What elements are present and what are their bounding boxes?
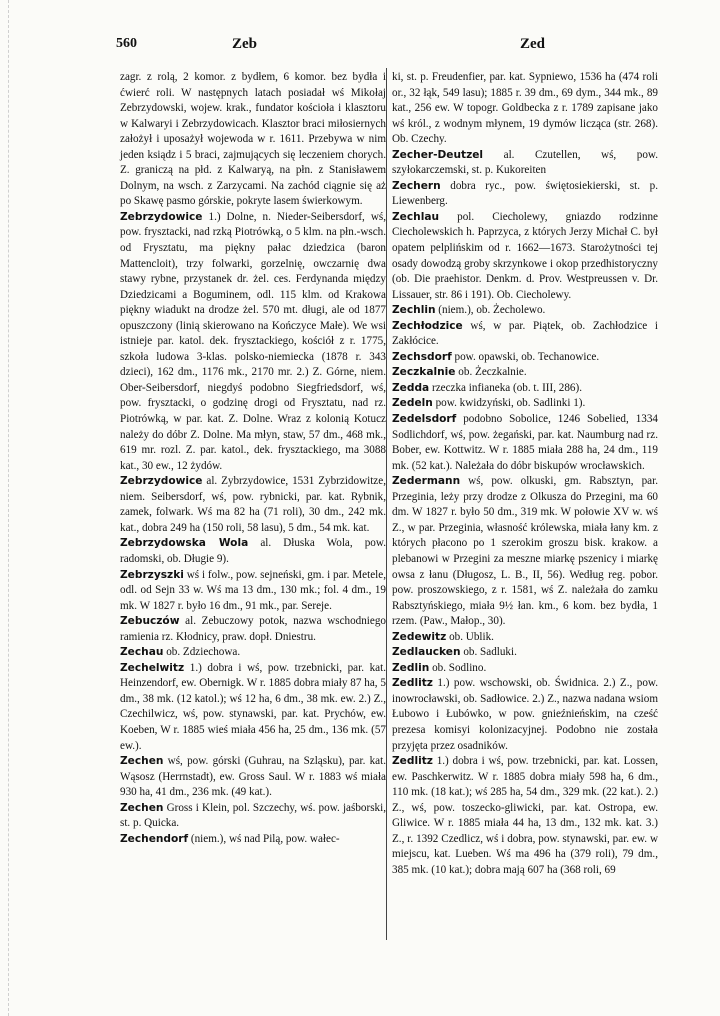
dictionary-entry: [392, 645, 658, 661]
entry-headword: Zechłodzice: [392, 319, 463, 332]
dictionary-entry: [392, 474, 658, 629]
dictionary-entry: [120, 536, 386, 567]
left-running-head: Zeb: [232, 36, 258, 52]
entry-headword: Zechen: [120, 801, 164, 814]
entry-headword: Zedermann: [392, 475, 461, 488]
entry-headword: Zechelwitz: [120, 661, 185, 674]
entry-text: zagr. z rolą, 2 komor. z bydłem, 6 komor. bez bydła i ćwierć roli. W następnych latach posiadał wś Mikołaj Zebrzydowski, wojew. krak., fundator kościoła i klasztoru w Kalwaryi i Zebrzydowicach. Klasztor braci miłosiernych założył i uposażył wojewoda w r. 1611. Przebywa w nim jeden ksiądz i 5 braci, zajmujących się leczeniem chorych. Z. graniczą na płd. z Kalwaryą, na płn. z Stanisławem Dolnym, na wsch. z Zarzycami. Na zachód ciągnie się aż po Skawę pasmo górskie, pokryte lasem świerkowym.: [120, 71, 386, 208]
dictionary-entry: [392, 676, 658, 754]
page-edge-mark: [8, 0, 10, 1016]
dictionary-entry: [392, 179, 658, 210]
column-divider: [386, 68, 387, 940]
dictionary-entry: [392, 396, 658, 412]
entry-text: wś, pow. górski (Guhrau, na Szląsku), par. kat. Wąsosz (Herrnstadt), ew. Gross Saul. W r. 1883 wś miała 930 ha, 41 dm., 236 mk. (49 kat.).: [120, 755, 386, 799]
entry-text: 1.) dobra i wś, pow. trzebnicki, par. kat. Lossen, ew. Paschkerwitz. W r. 1885 dobra miały 598 ha, 6 dm., 110 mk. (18 kat.); wś 285 ha, 54 dm., 329 mk. (22 kat.). 2.) Z., wś, pow. toszecko-gliwicki, par. kat. Ostropa, ew. Gliwice. W r. 1885 miała 44 ha, 13 dm., 132 mk. kat. 3.) Z., r. 1392 Czedlicz, wś i dobra, pow. stynawski, par. ew. w miejscu, kat. Lueben. Wś ma 496 ha (379 roli), 79 dm., 385 mk. (10 kat.); dobra mają 607 ha (368 roli, 69: [392, 755, 658, 876]
entry-headword: Zedeln: [392, 397, 433, 410]
entry-text: al. Zybrzydowice, 1531 Zybrzidowitze, niem. Seibersdorf, wś, pow. rybnicki, par. kat. Rybnik, zamek, folwark. Wś ma 82 ha (71 roli), 30 dm., 242 mk. kat., dobra 249 ha (150 roli, 58 lasu), 5 dm., 54 mk. kat.: [120, 475, 386, 534]
running-header: [0, 32, 720, 54]
entry-headword: Zebrzyszki: [120, 568, 184, 581]
entry-headword: Zechlau: [392, 210, 440, 223]
entry-text: ob. Zdziechowa.: [166, 646, 241, 659]
entry-headword: Zebrzydowice: [120, 210, 203, 223]
entry-text: 1.) pow. wschowski, ob. Świdnica. 2.) Z., pow. inowrocławski, ob. Sadłowice. 2.) Z., nazwa nadana wsiom Łubowo i Łubówko, w pow. gnieźnieńskim, na cześć prezesa komisyi kolonizacyjnej. Podobno nie została przyjęta przez osadników.: [392, 677, 658, 752]
entry-text: al. Dłuska Wola, pow. radomski, ob. Długie 9).: [120, 537, 386, 565]
entry-text: Gross i Klein, pol. Szczechy, wś. pow. jaśborski, st. p. Quicka.: [120, 801, 386, 830]
dictionary-entry: [392, 148, 658, 179]
entry-headword: Zebrzydowska Wola: [120, 537, 249, 550]
entry-text: pow. kwidzyński, ob. Sadlinki 1).: [435, 397, 586, 410]
entry-headword: Zechau: [120, 646, 164, 659]
dictionary-entry: [392, 381, 658, 397]
entry-text: (niem.), ob. Żecholewo.: [438, 304, 546, 317]
entry-text: al. Czutellen, wś, pow. szyłokarczemski, st. p. Kukoreiten: [392, 148, 658, 177]
entry-headword: Zebuczów: [120, 615, 180, 628]
entry-text: 1.) Dolne, n. Nieder-Seibersdorf, wś, pow. frysztacki, nad rzką Piotrówką, o 5 klm. na płn.-wsch. od Frysztatu, ma piękny pałac dziedzica (baron Mattencloit), trzy folwarki, gorzelnię, owczarnię dwa stawy rybne, przystanek dr. żel. ces. Ferdynanda między Dziedzicami a Boguminem, odl. 115 klm. od Krakowa piękny wiadukt na drodze żel. 570 mt. długi, ale od 1877 opuszczony (linią skierowano na Kończyce Małe). We wsi istnieje par. katol. dek. frysztackiego, kościół z r. 1775, szkoła ludowa 3-klas. polsko-niemiecka (1878 r. 343 dzieci), 162 dm., 1176 mk., 2170 mr. 2.) Z. Górne, niem. Ober-Seibersdorf, niegdyś podobno Siegfriedsdorf, wś, pow. frysztacki, o godzinę drogi od Frysztatu, nad rz. Piotrówką, w par. kat. Z. Dolne. Wraz z kolonią Kotucz należy do dóbr Z. Dolne. Ma młyn, staw, 57 dm., 468 mk., 619 mr. rozl. Z. par. katol., dek. frysztackiego, ma 3088 kat., 30 ew., 12 żydów.: [120, 210, 386, 472]
entry-headword: Zedlitz: [392, 677, 433, 690]
left-column: [120, 70, 386, 847]
entry-headword: Zechen: [120, 755, 164, 768]
dictionary-entry: [392, 350, 658, 366]
dictionary-entry: [120, 210, 386, 474]
entry-headword: Zedlin: [392, 661, 430, 674]
dictionary-entry: [120, 70, 386, 210]
dictionary-entry: [392, 70, 658, 148]
entry-text: ob. Ublik.: [449, 630, 494, 643]
entry-headword: Zedelsdorf: [392, 413, 457, 426]
dictionary-entry: [120, 474, 386, 536]
entry-text: rzeczka infianeka (ob. t. III, 286).: [431, 381, 582, 394]
entry-text: dobra ryc., pow. świętosiekierski, st. p. Liewenberg.: [392, 179, 658, 208]
entry-text: wś, pow. olkuski, gm. Rabsztyn, par. Przeginia, leży przy drodze z Olkusza do Przegini, ma 60 dm. W 1827 r. było 50 dm., 319 mk. W połowie XV w. wś Z., w par. Przeginia, własność królewska, miała łany km. z których płacono po 1 szerokim groszu bisk. krakow. a plebanowi w Przegini za meszne miarkę pszenicy i miarkę owsa z łanu (Długosz, L. B., II, 56). Według reg. pobor. pow. proszowskiego, z r. 1581, wś Z. należała do zamku Rabsztyńskiego, miała 9½ łan. km., 6 kom. bez bydła, 1 rzem. (Paw., Małop., 30).: [392, 475, 658, 628]
entry-text: ob. Sadluki.: [463, 646, 517, 659]
dictionary-entry: [392, 754, 658, 878]
entry-headword: Zebrzydowice: [120, 475, 203, 488]
entry-text: wś, w par. Piątek, ob. Zachłodzice i Zakłócice.: [392, 319, 658, 348]
entry-text: ob. Żeczkalnie.: [458, 366, 527, 379]
entry-text: ob. Sodlino.: [432, 661, 487, 674]
entry-headword: Zechern: [392, 179, 441, 192]
dictionary-entry: [120, 568, 386, 615]
entry-headword: Zedlaucken: [392, 646, 461, 659]
dictionary-entry: [120, 832, 386, 848]
page-number: 560: [116, 36, 137, 51]
dictionary-entry: [120, 754, 386, 801]
dictionary-entry: [392, 365, 658, 381]
entry-text: (niem.), wś nad Pilą, pow. wałec-: [190, 832, 340, 845]
entry-headword: Zedda: [392, 381, 430, 394]
entry-headword: Zechsdorf: [392, 350, 452, 363]
entry-headword: Zechendorf: [120, 832, 189, 845]
dictionary-entry: [120, 661, 386, 754]
dictionary-entry: [392, 661, 658, 677]
dictionary-entry: [392, 303, 658, 319]
dictionary-entry: [120, 801, 386, 832]
dictionary-entry: [392, 630, 658, 646]
entry-text: ki, st. p. Freudenfier, par. kat. Sypniewo, 1536 ha (474 roli or., 32 łąk, 549 lasu); 1885 r. 39 dm., 69 dym., 344 mk., 89 kat., 256 ew. W topogr. Goldbecka z r. 1789 zapisane jako wś król., z wodnym młynem, 19 dymów licząca (str. 268). Ob. Czechy.: [392, 71, 658, 146]
dictionary-entry: [392, 412, 658, 474]
dictionary-entry: [120, 614, 386, 645]
entry-headword: Zedlitz: [392, 755, 433, 768]
entry-text: pow. opawski, ob. Techanowice.: [454, 350, 600, 363]
right-running-head: Zed: [520, 36, 546, 52]
entry-text: podobno Sobolice, 1246 Sobelied, 1334 Sodlichdorf, wś, pow. żegański, par. kat. Naumburg nad rz. Bober, ew. Kottwitz. W r. 1885 miała 288 ha, 24 dm., 119 mk. (52 kat.). Należała do dóbr biskupów wrocławskich.: [392, 413, 658, 472]
dictionary-entry: [392, 210, 658, 303]
entry-headword: Zechlin: [392, 304, 436, 317]
entry-text: wś i folw., pow. sejneński, gm. i par. Metele, odl. od Sejn 33 w. Wś ma 13 dm., 130 mk.; fol. 4 dm., 19 mk. W 1827 r. było 16 dm., 91 mk., par. Sereje.: [120, 568, 386, 612]
entry-headword: Zedewitz: [392, 630, 447, 643]
entry-headword: Zecher-Deutzel: [392, 148, 484, 161]
right-column: [392, 70, 658, 878]
entry-text: 1.) dobra i wś, pow. trzebnicki, par. kat. Heinzendorf, ew. Obernigk. W r. 1885 dobra miały 87 ha, 5 dm., 38 mk. (12 katol.); wś 12 ha, 6 dm., 38 mk. ew. 2.) Z., Czechilwicz, wś, pow. stynawski, par. kat. Prychów, ew. Koeben, W r. 1885 wieś miała 456 ha, 25 dm., 136 mk. (57 ew.).: [120, 661, 386, 752]
entry-text: al. Zebuczowy potok, nazwa wschodniego ramienia rz. Kłodnicy, praw. dopł. Dniestru.: [120, 615, 386, 643]
entry-text: pol. Ciecholewy, gniazdo rodzinne Ciecholewskich h. Paprzyca, z których Jerzy Michał C. był opatem pelplińskim od r. 1662—1673. Starożytności tej osady dowodzą groby skrzynkowe i okop przedhistoryczny (ob. Die praehistor. Denkm. d. Prov. Westpreussen v. Dr. Lissauer, str. 86 i 191). Ob. Ciecholewy.: [392, 210, 658, 301]
dictionary-entry: [392, 319, 658, 350]
dictionary-entry: [120, 645, 386, 661]
entry-headword: Zeczkalnie: [392, 366, 456, 379]
